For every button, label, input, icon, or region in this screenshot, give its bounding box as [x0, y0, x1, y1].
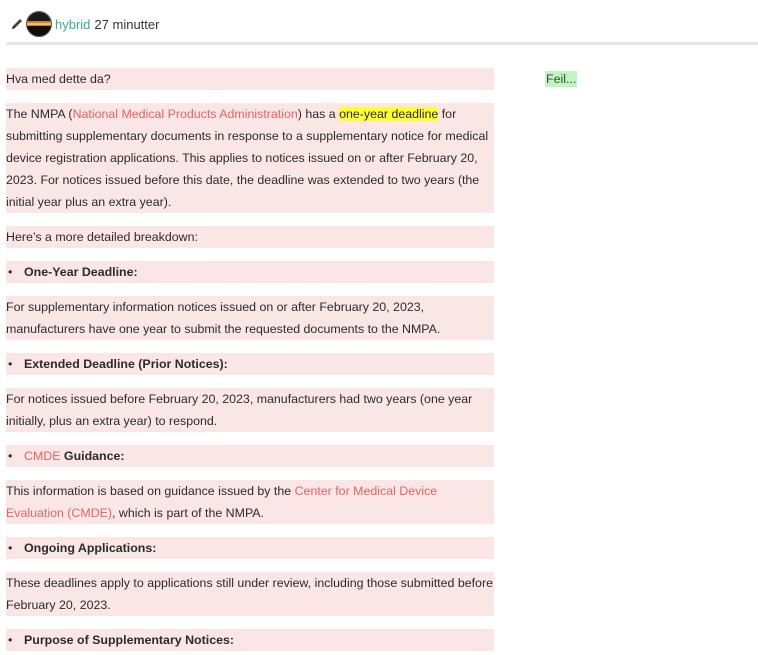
cmde-text-block [6, 480, 494, 524]
side-note: Feil... [546, 72, 577, 86]
avatar[interactable] [26, 11, 52, 37]
header-divider [6, 42, 758, 45]
intro-block [6, 103, 494, 213]
breakdown-text: Here’s a more detailed breakdown: [6, 230, 198, 244]
message-header [10, 11, 159, 37]
one-year-text-block [6, 296, 494, 340]
extended-text-block [6, 388, 494, 432]
bullet-dot: • [8, 633, 13, 647]
highlight-deadline: one-year deadline [339, 107, 439, 121]
bullet-dot: • [8, 357, 13, 371]
author-name[interactable]: hybrid [55, 16, 91, 32]
cmde-text-a: This information is based on guidance issued by the [6, 484, 295, 498]
cmde-text-b: , which is part of the NMPA. [112, 506, 265, 520]
bullet-title: Extended Deadline (Prior Notices): [24, 357, 228, 371]
ongoing-text: These deadlines apply to applications still under review, including those submitted before February 20, 2023. [6, 576, 493, 612]
one-year-text: For supplementary information notices issued on or after February 20, 2023, manufacturers have one year to submit the requested documents to the NMPA. [6, 300, 441, 336]
extended-text: For notices issued before February 20, 2023, manufacturers had two years (one year initially, plus an extra year) to respond. [6, 392, 473, 428]
bullet-cmde [6, 445, 494, 467]
question-block [6, 68, 494, 90]
intro-text-b: ) has a [297, 107, 340, 121]
bullet-title: Ongoing Applications: [24, 541, 157, 555]
bullet-dot: • [8, 265, 13, 279]
bullet-one-year [6, 261, 494, 283]
ongoing-text-block [6, 572, 494, 616]
cmde-link[interactable]: CMDE [24, 449, 61, 463]
bullet-purpose [6, 629, 494, 651]
nmpa-link[interactable]: National Medical Products Administration [72, 107, 298, 121]
bullet-dot: • [8, 541, 13, 555]
intro-text-a: The NMPA ( [6, 107, 73, 121]
bullet-dot: • [8, 449, 13, 463]
intro-paragraph [6, 103, 494, 213]
bullet-title: Purpose of Supplementary Notices: [24, 633, 234, 647]
bullet-title: One-Year Deadline: [24, 265, 138, 279]
edit-pencil-icon[interactable] [10, 17, 24, 31]
bullet-ongoing [6, 537, 494, 559]
bullet-extended [6, 353, 494, 375]
question-text: Hva med dette da? [6, 72, 111, 86]
message-time: 27 minutter [94, 16, 160, 32]
cmde-text [6, 480, 494, 524]
bullet-title: Guidance: [60, 449, 125, 463]
intro-text-c: for submitting supplementary documents in response to a supplementary notice for medical device registration applications. This applies to notices issued on or after February 20, 2023. For notices issued before this date, the deadline was extended to two years (the initial year plus an extra year). [6, 107, 489, 209]
breakdown-block [6, 226, 494, 248]
cmde-center-link[interactable]: Center for Medical Device Evaluation (CMDE) [6, 484, 438, 520]
